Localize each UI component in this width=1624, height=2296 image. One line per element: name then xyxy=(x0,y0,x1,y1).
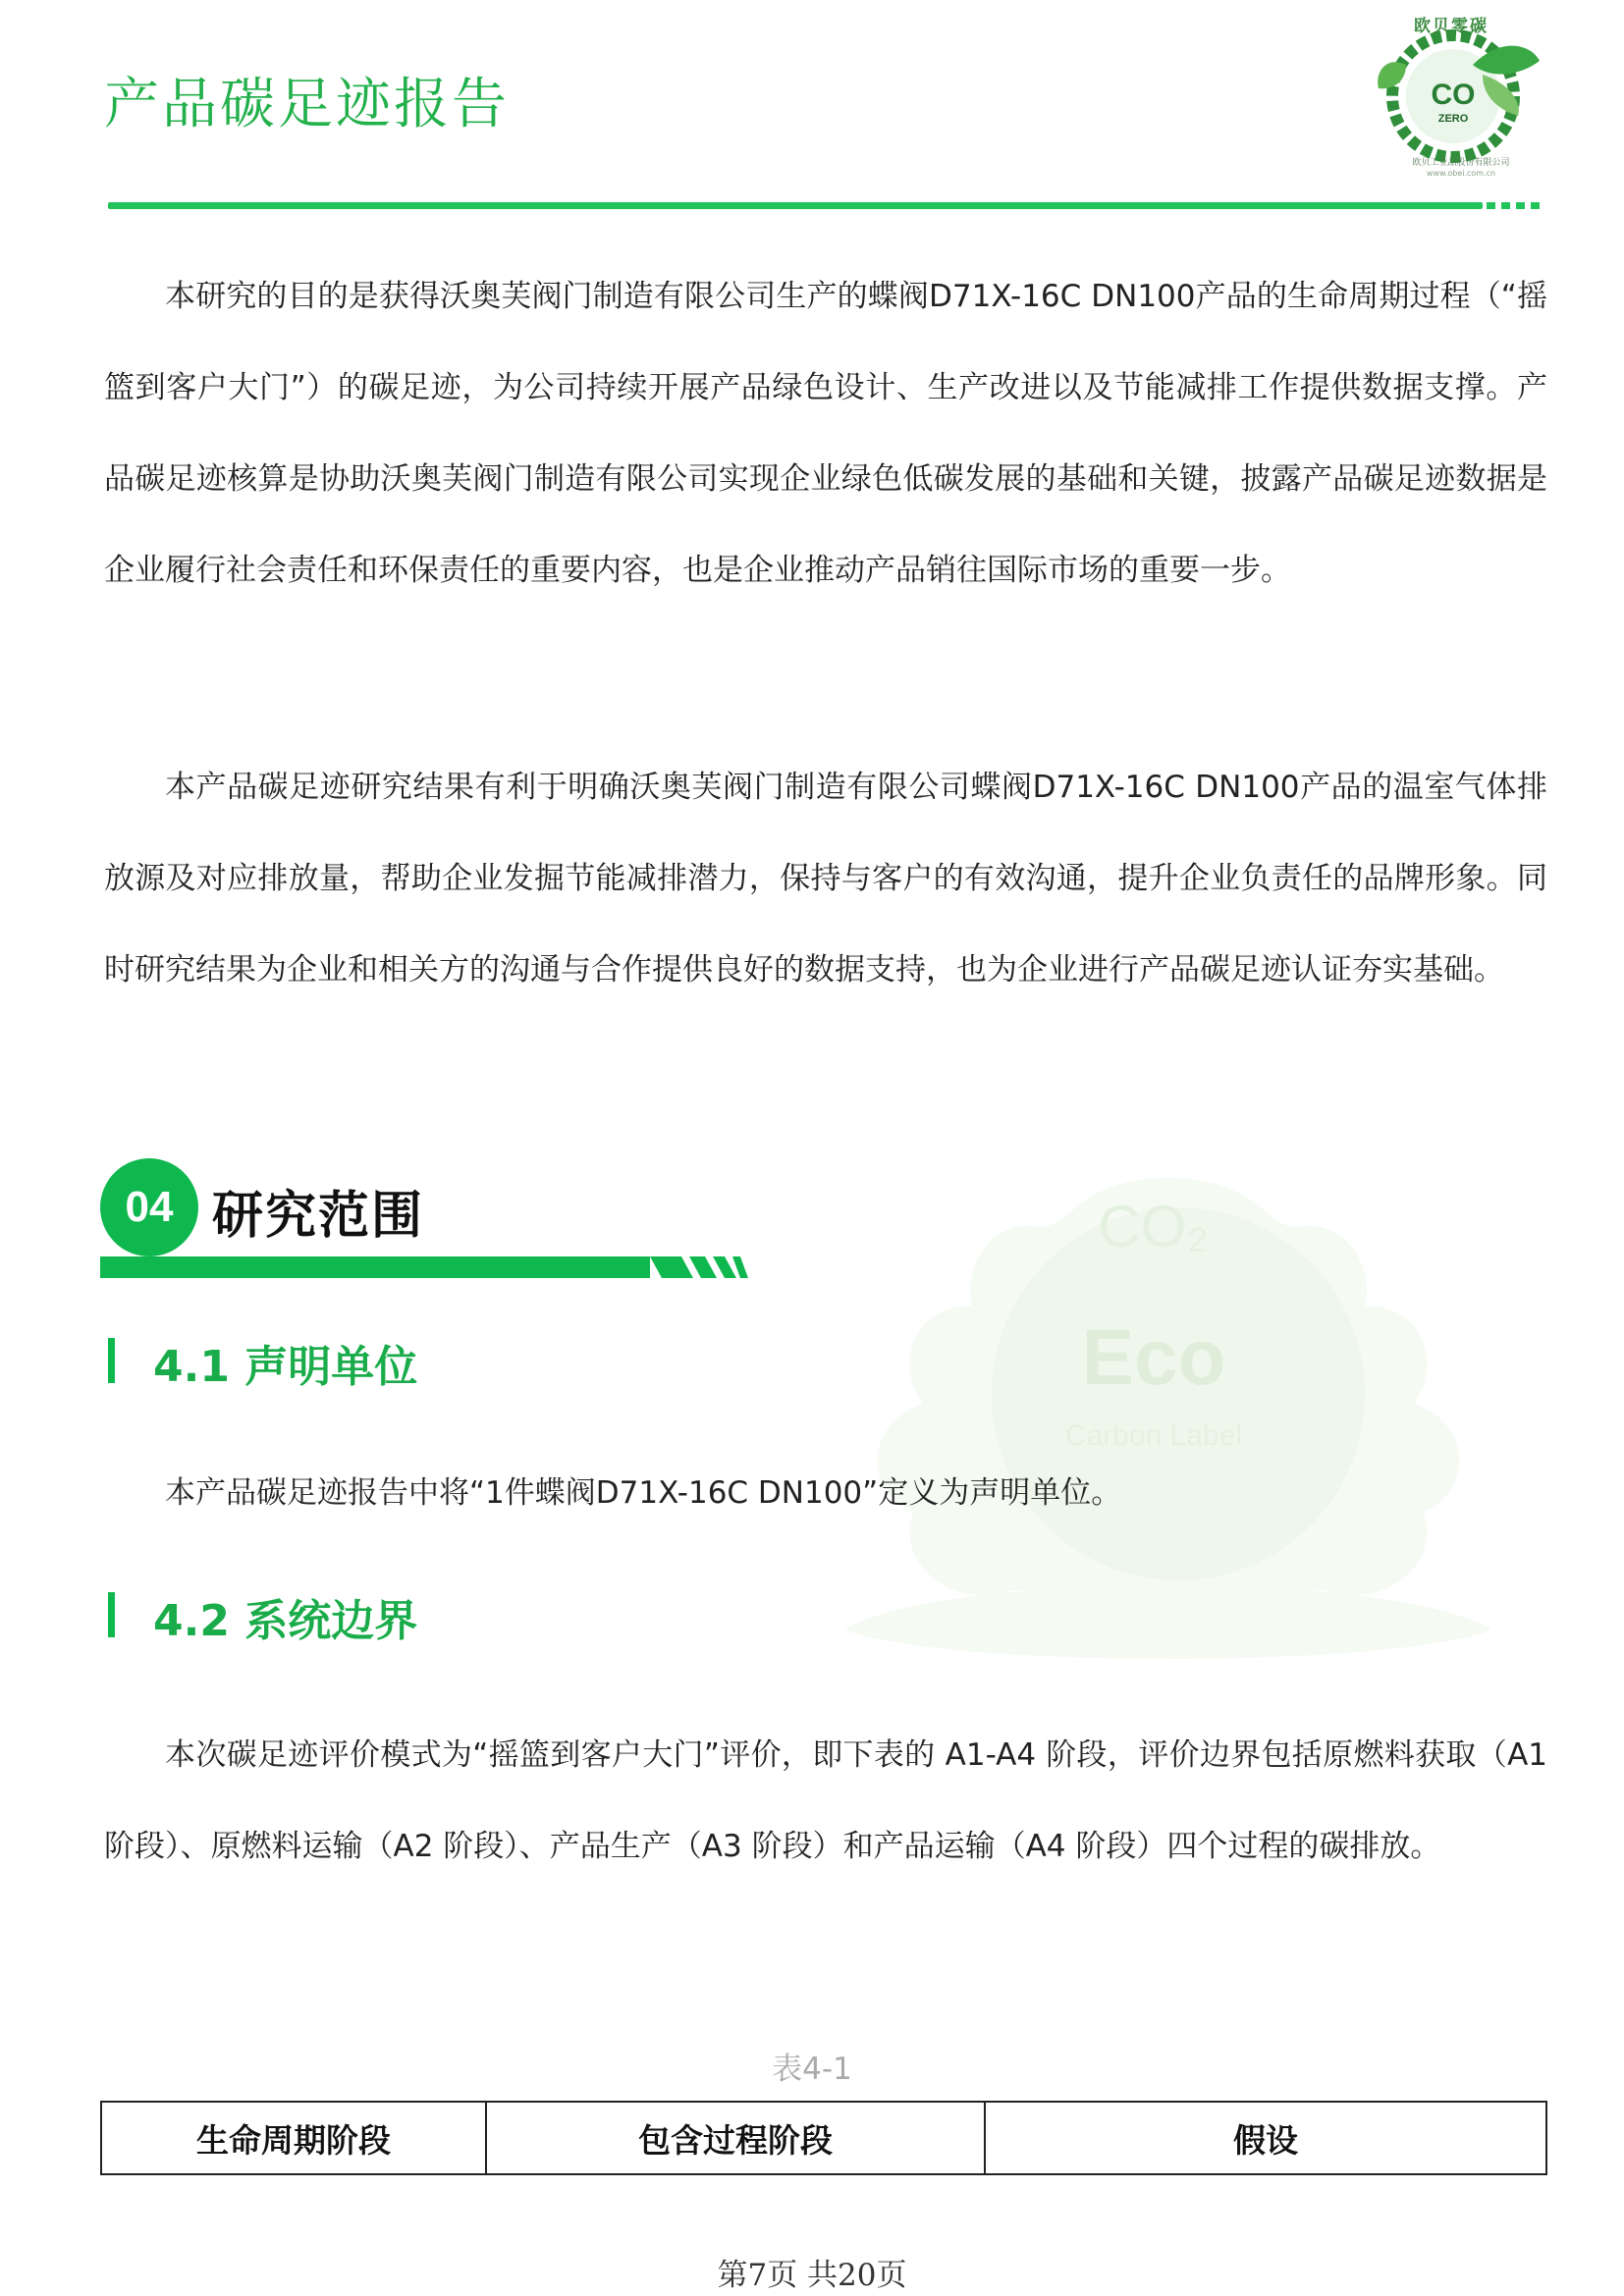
subsection-marker-4-1 xyxy=(108,1338,115,1383)
watermark-eco: Eco xyxy=(1081,1313,1226,1401)
system-boundary-paragraph: 本次碳足迹评价模式为“摇篮到客户大门”评价，即下表的 A1-A4 阶段，评价边界包括原燃料获取（A1 阶段）、原燃料运输（A2 阶段）、产品生产（A3 阶段）和产品运输（A4 阶段）四个过程的碳排放。 xyxy=(104,1737,1547,1864)
watermark-co2: CO₂ xyxy=(1098,1194,1210,1259)
header-rule-dots xyxy=(1487,202,1545,209)
subsection-title-4-2: 4.2 系统边界 xyxy=(153,1596,418,1646)
logo-url-text: www.obei.com.cn xyxy=(1426,169,1496,178)
section-underline-bar xyxy=(100,1256,748,1278)
watermark-carbon-label: Carbon Label xyxy=(1064,1419,1243,1452)
svg-text:CO: CO xyxy=(1431,79,1476,111)
header-rule xyxy=(108,202,1483,209)
intro-paragraph-1: 本研究的目的是获得沃奥芙阀门制造有限公司生产的蝶阀D71X-16C DN100产品的生命周期过程（“摇篮到客户大门”）的碳足迹，为公司持续开展产品绿色设计、生产改进以及节能减排工作提供数据支撑。产品碳足迹核算是协助沃奥芙阀门制造有限公司实现企业绿色低碳发展的基础和关键，披露产品碳足迹数据是企业履行社会责任和环保责任的重要内容，也是企业推动产品销往国际市场的重要一步。 xyxy=(104,279,1547,588)
subsection-marker-4-2 xyxy=(108,1592,115,1637)
declared-unit-paragraph: 本产品碳足迹报告中将“1件蝶阀D71X-16C DN100”定义为声明单位。 xyxy=(165,1475,1122,1511)
table-header-lifecycle-stage: 生命周期阶段 xyxy=(101,2102,486,2174)
logo-brand-text: 欧贝零碳 xyxy=(1414,17,1489,36)
intro-paragraph-2: 本产品碳足迹研究结果有利于明确沃奥芙阀门制造有限公司蝶阀D71X-16C DN100产品的温室气体排放源及对应排放量，帮助企业发掘节能减排潜力，保持与客户的有效沟通，提升企业负责任的品牌形象。同时研究结果为企业和相关方的沟通与合作提供良好的数据支持，也为企业进行产品碳足迹认证夯实基础。 xyxy=(104,770,1547,988)
eco-label-watermark xyxy=(825,1158,1512,1669)
section-number-badge: 04 xyxy=(100,1158,198,1256)
table-caption: 表4-1 xyxy=(772,2052,852,2087)
table-header-included-process: 包含过程阶段 xyxy=(486,2102,985,2174)
page-title: 产品碳足迹报告 xyxy=(104,73,510,136)
page-number: 第7页 共20页 xyxy=(717,2258,907,2293)
table-header-assumption: 假设 xyxy=(985,2102,1546,2174)
subsection-title-4-1: 4.1 声明单位 xyxy=(153,1342,418,1392)
logo-company-text: 欧贝工业品股份有限公司 xyxy=(1412,158,1510,168)
section-title: 研究范围 xyxy=(212,1187,425,1246)
lifecycle-table xyxy=(100,2101,1547,2175)
table-header-row xyxy=(101,2102,1546,2174)
logo-zero-text: ZERO xyxy=(1437,113,1469,125)
